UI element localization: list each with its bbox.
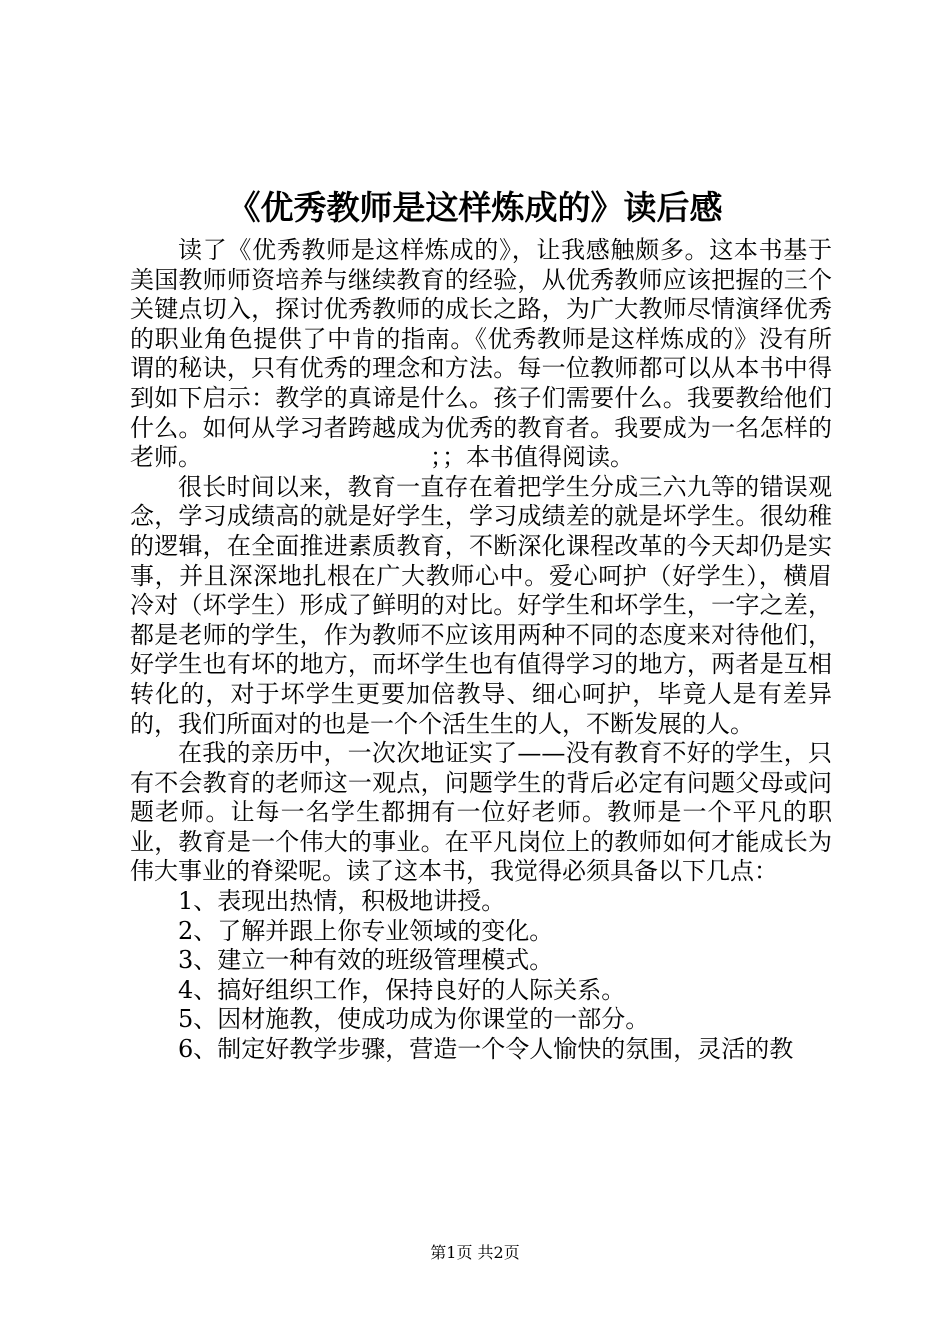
- page-footer: 第1页 共2页: [430, 1243, 520, 1262]
- list-item-4: 4、搞好组织工作，保持良好的人际关系。: [178, 975, 626, 1004]
- list-item-2: 2、了解并跟上你专业领域的变化。: [178, 916, 554, 945]
- paragraph-2: 很长时间以来，教育一直存在着把学生分成三六九等的错误观念，学习成绩高的就是好学生，学习成绩差的就是坏学生。很幼稚的逻辑，在全面推进素质教育，不断深化课程改革的今天却仍是实事，并且深深地扎根在广大教师心中。爱心呵护（好学生），横眉冷对（坏学生）形成了鲜明的对比。好学生和坏学生，一字之差，都是老师的学生，作为教师不应该用两种不同的态度来对待他们，好学生也有坏的地方，而坏学生也有值得学习的地方，两者是互相转化的，对于坏学生更要加倍教导、细心呵护，毕竟人是有差异的，我们所面对的也是一个个活生生的人，不断发展的人。: [130, 472, 832, 738]
- paragraph-1: 读了《优秀教师是这样炼成的》，让我感触颇多。这本书基于美国教师师资培养与继续教育的经验，从优秀教师应该把握的三个关键点切入，探讨优秀教师的成长之路，为广大教师尽情演绎优秀的职业角色提供了中肯的指南。《优秀教师是这样炼成的》没有所谓的秘诀，只有优秀的理念和方法。每一位教师都可以从本书中得到如下启示：教学的真谛是什么。孩子们需要什么。我要教给他们什么。如何从学习者跨越成为优秀的教育者。我要成为一名怎样的老师。 ；；本书值得阅读。: [130, 236, 832, 472]
- paragraph-3: 在我的亲历中，一次次地证实了——没有教育不好的学生，只有不会教育的老师这一观点，问题学生的背后必定有问题父母或问题老师。让每一名学生都拥有一位好老师。教师是一个平凡的职业，教育是一个伟大的事业。在平凡岗位上的教师如何才能成长为伟大事业的脊梁呢。读了这本书，我觉得必须具备以下几点：: [130, 739, 832, 886]
- document-title: 《优秀教师是这样炼成的》读后感: [227, 188, 723, 227]
- document-body: [130, 236, 832, 1065]
- list-item-5: 5、因材施教，使成功成为你课堂的一部分。: [178, 1005, 650, 1034]
- list-item-1: 1、表现出热情，积极地讲授。: [178, 887, 506, 916]
- list-item-3: 3、建立一种有效的班级管理模式。: [178, 946, 554, 975]
- list-item-6: 6、制定好教学步骤，营造一个令人愉快的氛围，灵活的教: [178, 1035, 794, 1064]
